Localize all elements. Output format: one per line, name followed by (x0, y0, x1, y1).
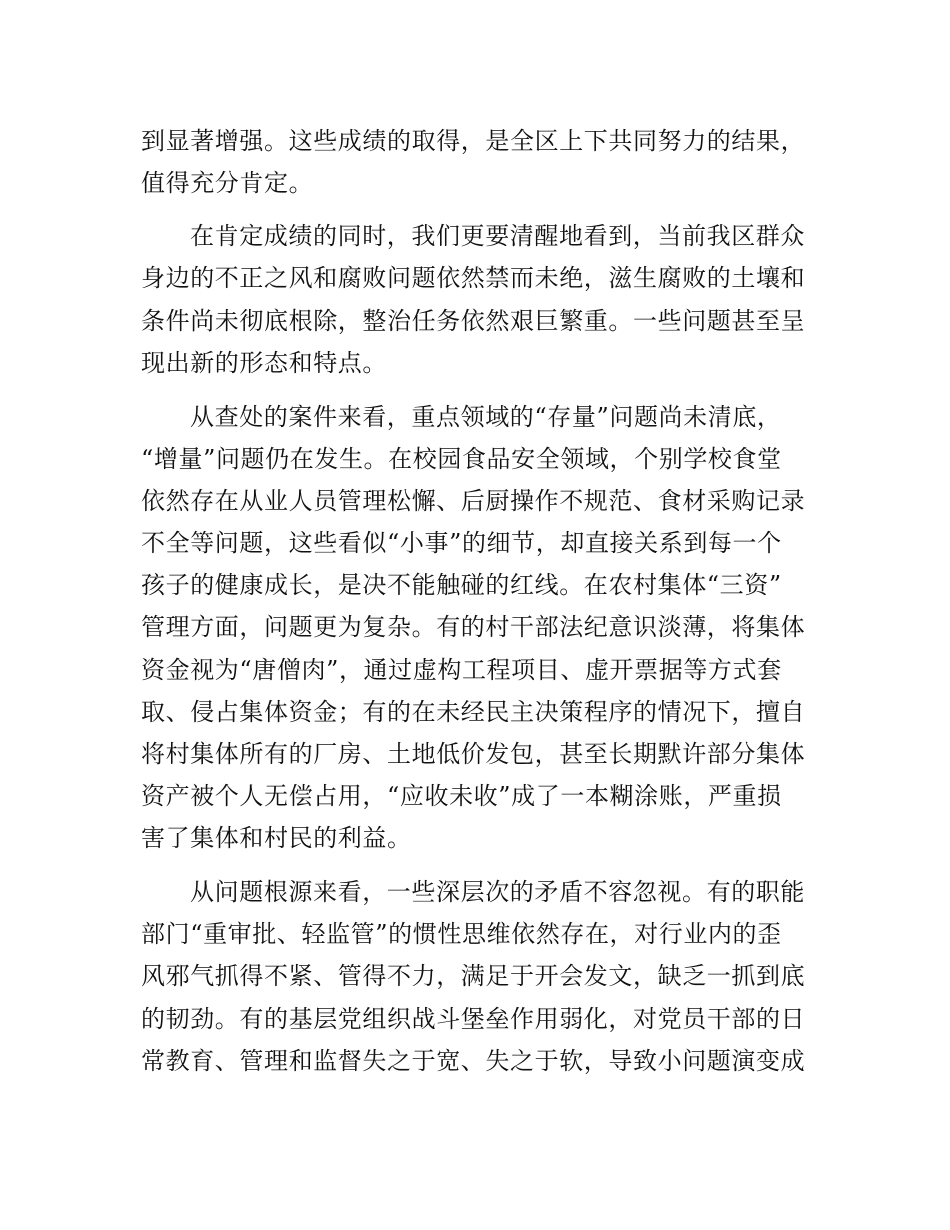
text-line: 将村集体所有的厂房、土地低价发包，甚至长期默许部分集体 (141, 740, 806, 768)
text-line: “增量”问题仍在发生。在校园食品安全领域，个别学校食堂 (141, 445, 782, 473)
text-line: 条件尚未彻底根除，整治任务依然艰巨繁重。一些问题甚至呈 (141, 307, 806, 335)
paragraph-first-line: 在肯定成绩的同时，我们更要清醒地看到，当前我区群众 (190, 222, 805, 250)
text-line: 孩子的健康成长，是决不能触碰的红线。在农村集体“三资” (141, 571, 782, 599)
paragraph-first-line: 从查处的案件来看，重点领域的“存量”问题尚未清底， (190, 403, 782, 431)
text-line: 值得充分肯定。 (141, 169, 314, 197)
text-line: 风邪气抓得不紧、管得不力，满足于开会发文，缺乏一抓到底 (141, 962, 806, 990)
text-line: 到显著增强。这些成绩的取得，是全区上下共同努力的结果， (141, 127, 806, 155)
text-line: 常教育、管理和监督失之于宽、失之于软，导致小问题演变成 (141, 1047, 806, 1075)
text-line: 资产被个人无偿占用，“应收未收”成了一本糊涂账，严重损 (141, 782, 782, 810)
text-line: 资金视为“唐僧肉”，通过虚构工程项目、虚开票据等方式套 (141, 656, 782, 684)
text-line: 依然存在从业人员管理松懈、后厨操作不规范、食材采购记录 (141, 487, 806, 515)
text-line: 管理方面，问题更为复杂。有的村干部法纪意识淡薄，将集体 (141, 613, 806, 641)
text-line: 不全等问题，这些看似“小事”的细节，却直接关系到每一个 (141, 529, 782, 557)
text-line: 现出新的形态和特点。 (141, 349, 387, 377)
text-line: 身边的不正之风和腐败问题依然禁而未绝，滋生腐败的土壤和 (141, 264, 806, 292)
text-line: 取、侵占集体资金；有的在未经民主决策程序的情况下，擅自 (141, 698, 806, 726)
text-line: 的韧劲。有的基层党组织战斗堡垒作用弱化，对党员干部的日 (141, 1005, 806, 1033)
paragraph-first-line: 从问题根源来看，一些深层次的矛盾不容忽视。有的职能 (190, 878, 805, 906)
text-line: 部门“重审批、轻监管”的惯性思维依然存在，对行业内的歪 (141, 920, 782, 948)
text-line: 害了集体和村民的利益。 (141, 824, 412, 852)
